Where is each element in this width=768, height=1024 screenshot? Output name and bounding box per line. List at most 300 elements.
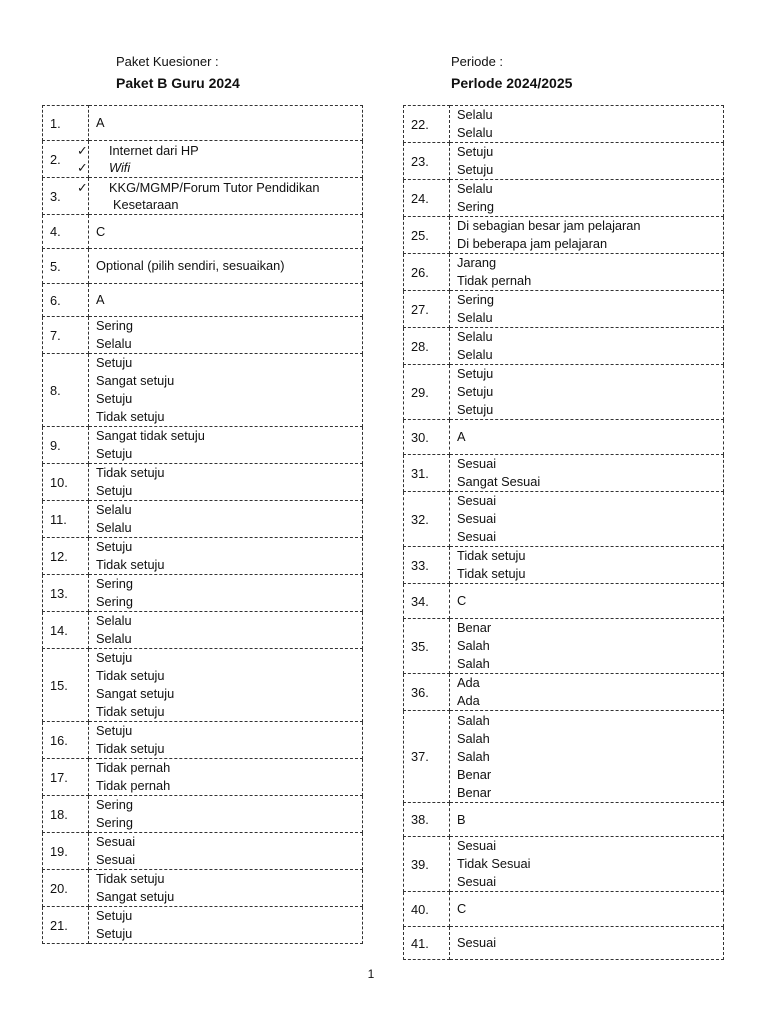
answer-text: Selalu <box>457 125 493 140</box>
answer-cell <box>89 759 363 796</box>
answer-text: Tidak setuju <box>96 409 165 424</box>
answer-line <box>96 888 358 906</box>
question-number: 31. <box>404 455 450 492</box>
answer-text: Internet dari HP <box>109 143 199 158</box>
answer-text: KKG/MGMP/Forum Tutor Pendidikan Kesetaraan <box>109 180 320 212</box>
answer-row <box>43 759 363 796</box>
answer-line <box>457 748 719 766</box>
answer-text: Setuju <box>96 650 133 665</box>
answer-text: Tidak setuju <box>96 557 165 572</box>
answer-line <box>457 766 719 784</box>
answer-text: Setuju <box>96 483 133 498</box>
answer-line <box>96 114 358 132</box>
question-number: 6. <box>43 284 89 317</box>
answer-row <box>43 106 363 141</box>
answer-line <box>457 900 719 918</box>
answer-cell <box>450 365 724 420</box>
question-number: 8. <box>43 354 89 427</box>
answer-text: Selalu <box>457 310 493 325</box>
answer-cell <box>450 711 724 803</box>
answer-line <box>96 740 358 758</box>
question-number: 4. <box>43 215 89 249</box>
answer-line <box>96 464 358 482</box>
answer-line <box>457 655 719 673</box>
answer-line <box>96 372 358 390</box>
answer-line <box>96 907 358 925</box>
answer-line <box>457 309 719 327</box>
answer-line <box>96 179 358 213</box>
answer-line <box>96 667 358 685</box>
answer-line <box>457 619 719 637</box>
answer-line <box>457 180 719 198</box>
answer-text: Sering <box>457 292 494 307</box>
answer-text: Selalu <box>457 181 493 196</box>
answer-row <box>43 796 363 833</box>
answer-line <box>96 223 358 241</box>
question-number: 12. <box>43 538 89 575</box>
answer-row <box>43 141 363 178</box>
answer-cell <box>89 317 363 354</box>
answer-text: A <box>457 429 466 444</box>
answer-row <box>404 674 724 711</box>
answer-row <box>43 427 363 464</box>
answer-cell <box>450 803 724 837</box>
question-number: 22. <box>404 106 450 143</box>
answer-line <box>457 592 719 610</box>
answer-cell <box>89 722 363 759</box>
answer-row <box>43 464 363 501</box>
answer-line <box>457 811 719 829</box>
answer-text: Salah <box>457 748 490 764</box>
answer-cell <box>450 619 724 674</box>
answer-text: Sering <box>96 815 133 830</box>
answer-text: Tidak setuju <box>96 741 165 756</box>
answer-row <box>43 284 363 317</box>
answer-line <box>457 510 719 528</box>
answer-row <box>404 180 724 217</box>
package-title: Paket B Guru 2024 <box>116 75 240 91</box>
answer-row <box>43 612 363 649</box>
answer-row <box>43 354 363 427</box>
question-number: 18. <box>43 796 89 833</box>
answer-line <box>457 473 719 491</box>
checkmark-icon <box>96 160 109 175</box>
answer-line <box>96 612 358 630</box>
answer-cell <box>450 254 724 291</box>
answer-text: Setuju <box>457 162 494 177</box>
answer-line <box>457 784 719 802</box>
answer-row <box>404 711 724 803</box>
answer-text: Selalu <box>96 613 132 628</box>
answer-line <box>96 833 358 851</box>
answer-line <box>457 143 719 161</box>
answer-line <box>96 649 358 667</box>
question-number: 36. <box>404 674 450 711</box>
answer-line <box>457 161 719 179</box>
answer-line <box>96 703 358 721</box>
answer-text: Benar <box>457 784 492 800</box>
answer-text: Salah <box>457 638 490 653</box>
answer-text: Sesuai <box>457 511 497 526</box>
answer-line <box>457 272 719 290</box>
question-number: 39. <box>404 837 450 892</box>
question-number: 16. <box>43 722 89 759</box>
answer-text: Sesuai <box>96 834 136 849</box>
answer-line <box>457 365 719 383</box>
answer-cell <box>450 674 724 711</box>
answer-line <box>96 142 358 159</box>
answer-text: Setuju <box>96 391 133 406</box>
answer-text: Sangat setuju <box>96 686 175 701</box>
answer-text: Sesuai <box>96 852 136 867</box>
answer-cell <box>450 927 724 960</box>
question-number: 3. <box>43 178 89 215</box>
answer-text: Benar <box>457 620 492 635</box>
answer-line <box>457 401 719 419</box>
answer-row <box>404 143 724 180</box>
question-number: 33. <box>404 547 450 584</box>
answer-text: Selalu <box>96 520 132 535</box>
page-number: 1 <box>367 967 375 981</box>
answer-text: Sesuai <box>457 456 497 471</box>
question-number: 14. <box>43 612 89 649</box>
answer-row <box>43 215 363 249</box>
answer-cell <box>89 249 363 284</box>
question-number: 11. <box>43 501 89 538</box>
answer-row <box>404 547 724 584</box>
answer-line <box>96 408 358 426</box>
answer-row <box>43 870 363 907</box>
question-number: 1. <box>43 106 89 141</box>
answer-text: Selalu <box>96 502 132 517</box>
answer-text: Setuju <box>96 908 133 923</box>
question-number: 34. <box>404 584 450 619</box>
answer-text: Sangat setuju <box>96 373 175 388</box>
answer-row <box>43 833 363 870</box>
answer-cell <box>89 833 363 870</box>
answer-line <box>96 445 358 463</box>
period-title: Perlode 2024/2025 <box>451 75 573 91</box>
answer-text: Sering <box>96 318 133 333</box>
answer-line <box>96 257 358 275</box>
answer-cell <box>450 492 724 547</box>
question-number: 15. <box>43 649 89 722</box>
answer-text: Salah <box>457 712 490 728</box>
answer-line <box>96 685 358 703</box>
answer-text: Sering <box>96 594 133 609</box>
answer-line <box>457 428 719 446</box>
question-number: 30. <box>404 420 450 455</box>
answer-text: Tidak pernah <box>96 760 171 775</box>
answer-row <box>43 575 363 612</box>
question-number: 28. <box>404 328 450 365</box>
answer-line <box>96 335 358 353</box>
answer-cell <box>450 291 724 328</box>
question-number: 35. <box>404 619 450 674</box>
answer-text: Tidak setuju <box>96 465 165 480</box>
answer-row <box>43 649 363 722</box>
question-number: 2. <box>43 141 89 178</box>
answer-row <box>404 584 724 619</box>
answer-line <box>457 254 719 272</box>
answer-text: Setuju <box>96 539 133 554</box>
answer-row <box>404 291 724 328</box>
answer-text: A <box>96 292 105 307</box>
answer-text: Di beberapa jam pelajaran <box>457 236 608 251</box>
answer-text: Setuju <box>457 366 494 381</box>
answer-line <box>96 777 358 795</box>
answer-line <box>96 870 358 888</box>
question-number: 5. <box>43 249 89 284</box>
answer-line <box>457 455 719 473</box>
answer-line <box>96 575 358 593</box>
answer-row <box>43 317 363 354</box>
answer-row <box>404 254 724 291</box>
checkmark-icon <box>96 180 109 195</box>
answer-cell <box>450 143 724 180</box>
answer-cell <box>450 420 724 455</box>
question-number: 38. <box>404 803 450 837</box>
answer-line <box>96 427 358 445</box>
answer-row <box>43 538 363 575</box>
answer-cell <box>450 455 724 492</box>
answer-text: A <box>96 115 105 130</box>
answer-line <box>96 722 358 740</box>
question-number: 29. <box>404 365 450 420</box>
answer-line <box>457 106 719 124</box>
period-header <box>451 54 751 92</box>
answer-row <box>404 420 724 455</box>
answer-line <box>457 346 719 364</box>
answer-cell <box>89 427 363 464</box>
answer-row <box>404 927 724 960</box>
answer-line <box>457 198 719 216</box>
answer-cell <box>89 649 363 722</box>
question-number: 41. <box>404 927 450 960</box>
answer-line <box>96 630 358 648</box>
answer-line <box>457 637 719 655</box>
answer-text: Ada <box>457 693 480 708</box>
answer-row <box>43 722 363 759</box>
answer-text: Setuju <box>96 723 133 738</box>
answer-line <box>457 674 719 692</box>
answer-text: Sangat Sesuai <box>457 474 541 489</box>
answer-line <box>457 235 719 253</box>
answer-cell <box>89 796 363 833</box>
answer-cell <box>89 354 363 427</box>
answer-line <box>96 593 358 611</box>
question-number: 37. <box>404 711 450 803</box>
answer-text: Tidak pernah <box>96 778 171 793</box>
question-number: 7. <box>43 317 89 354</box>
answer-cell <box>89 575 363 612</box>
answer-line <box>457 692 719 710</box>
answer-row <box>43 907 363 944</box>
answer-line <box>457 547 719 565</box>
answer-line <box>457 291 719 309</box>
question-number: 24. <box>404 180 450 217</box>
answer-cell <box>89 907 363 944</box>
question-number: 20. <box>43 870 89 907</box>
answer-text: Tidak setuju <box>457 566 526 581</box>
answer-row <box>404 837 724 892</box>
answer-text: Sesuai <box>457 838 497 853</box>
answer-cell <box>450 106 724 143</box>
answer-line <box>457 124 719 142</box>
answer-cell <box>450 328 724 365</box>
answer-row <box>404 455 724 492</box>
answer-row <box>43 249 363 284</box>
question-number: 26. <box>404 254 450 291</box>
answer-line <box>96 796 358 814</box>
answer-text: Sesuai <box>457 493 497 508</box>
answer-line <box>96 159 358 176</box>
answer-line <box>457 492 719 510</box>
answer-text: Selalu <box>457 329 493 344</box>
answer-text: Setuju <box>96 355 133 370</box>
answer-line <box>457 712 719 730</box>
answer-cell <box>89 178 363 215</box>
answer-text: Ada <box>457 675 480 690</box>
answer-line <box>96 538 358 556</box>
answer-text: Tidak Sesuai <box>457 856 531 871</box>
answer-text: Sesuai <box>457 874 497 889</box>
answer-line <box>457 837 719 855</box>
question-number: 19. <box>43 833 89 870</box>
answer-cell <box>89 106 363 141</box>
answer-table-right <box>403 105 724 960</box>
answer-line <box>457 855 719 873</box>
answer-cell <box>89 284 363 317</box>
answer-line <box>96 925 358 943</box>
answer-row <box>404 492 724 547</box>
answer-line <box>96 501 358 519</box>
answer-cell <box>450 837 724 892</box>
answer-text: Jarang <box>457 255 497 270</box>
answer-table-left <box>42 105 363 944</box>
question-number: 27. <box>404 291 450 328</box>
question-number: 32. <box>404 492 450 547</box>
answer-cell <box>89 215 363 249</box>
answer-cell <box>450 584 724 619</box>
answer-cell <box>89 501 363 538</box>
question-number: 25. <box>404 217 450 254</box>
answer-text: Sangat setuju <box>96 889 175 904</box>
period-label: Periode : <box>451 54 504 69</box>
question-number: 17. <box>43 759 89 796</box>
answer-line <box>96 354 358 372</box>
answer-line <box>96 390 358 408</box>
answer-text: Tidak setuju <box>96 704 165 719</box>
answer-line <box>96 814 358 832</box>
answer-text: Tidak pernah <box>457 273 532 288</box>
answer-line <box>96 556 358 574</box>
answer-text: Setuju <box>96 926 133 941</box>
package-header <box>116 54 416 92</box>
answer-row <box>404 892 724 927</box>
answer-cell <box>450 547 724 584</box>
answer-line <box>457 383 719 401</box>
answer-line <box>96 759 358 777</box>
answer-cell <box>89 612 363 649</box>
question-number: 40. <box>404 892 450 927</box>
answer-row <box>404 365 724 420</box>
answer-row <box>43 501 363 538</box>
answer-text: C <box>96 223 106 239</box>
question-number: 23. <box>404 143 450 180</box>
answer-line <box>457 217 719 235</box>
answer-line <box>96 482 358 500</box>
answer-cell <box>89 870 363 907</box>
answer-row <box>404 619 724 674</box>
answer-cell <box>450 217 724 254</box>
answer-text: Setuju <box>96 446 133 461</box>
question-number: 10. <box>43 464 89 501</box>
answer-line <box>457 934 719 952</box>
answer-text: Salah <box>457 730 490 746</box>
answer-row <box>404 328 724 365</box>
answer-line <box>457 730 719 748</box>
answer-text: Sesuai <box>457 935 497 950</box>
answer-line <box>96 291 358 309</box>
answer-cell <box>89 538 363 575</box>
answer-row <box>404 106 724 143</box>
answer-row <box>404 217 724 254</box>
answer-text: B <box>457 811 466 827</box>
answer-line <box>457 328 719 346</box>
answer-line <box>457 528 719 546</box>
answer-text: C <box>457 593 467 608</box>
answer-text: Salah <box>457 656 490 671</box>
answer-text: Sering <box>96 797 133 812</box>
answer-text: Optional (pilih sendiri, sesuaikan) <box>96 258 285 273</box>
answer-line <box>457 873 719 891</box>
answer-cell <box>450 180 724 217</box>
package-label: Paket Kuesioner : <box>116 54 219 69</box>
answer-text: Tidak setuju <box>96 871 165 886</box>
answer-text: Setuju <box>457 384 494 399</box>
answer-row <box>43 178 363 215</box>
answer-line <box>96 851 358 869</box>
answer-text: Sering <box>457 199 494 214</box>
answer-text: Benar <box>457 766 492 782</box>
answer-text: Selalu <box>96 336 132 351</box>
answer-text: Sering <box>96 576 133 591</box>
answer-text: Setuju <box>457 144 494 159</box>
answer-text: Setuju <box>457 402 494 417</box>
answer-line <box>96 519 358 537</box>
checkmark-icon <box>96 143 109 158</box>
answer-text: Wifi <box>109 160 131 175</box>
answer-line <box>96 317 358 335</box>
answer-text: Di sebagian besar jam pelajaran <box>457 218 641 233</box>
answer-row <box>404 803 724 837</box>
answer-text: Sangat tidak setuju <box>96 428 205 443</box>
answer-line <box>457 565 719 583</box>
answer-cell <box>89 464 363 501</box>
answer-text: Selalu <box>457 107 493 122</box>
answer-text: C <box>457 901 467 916</box>
answer-text: Sesuai <box>457 529 497 544</box>
question-number: 21. <box>43 907 89 944</box>
answer-text: Selalu <box>96 631 132 646</box>
question-number: 9. <box>43 427 89 464</box>
question-number: 13. <box>43 575 89 612</box>
answer-cell <box>450 892 724 927</box>
answer-text: Tidak setuju <box>457 548 526 563</box>
answer-text: Selalu <box>457 347 493 362</box>
answer-text: Tidak setuju <box>96 668 165 683</box>
